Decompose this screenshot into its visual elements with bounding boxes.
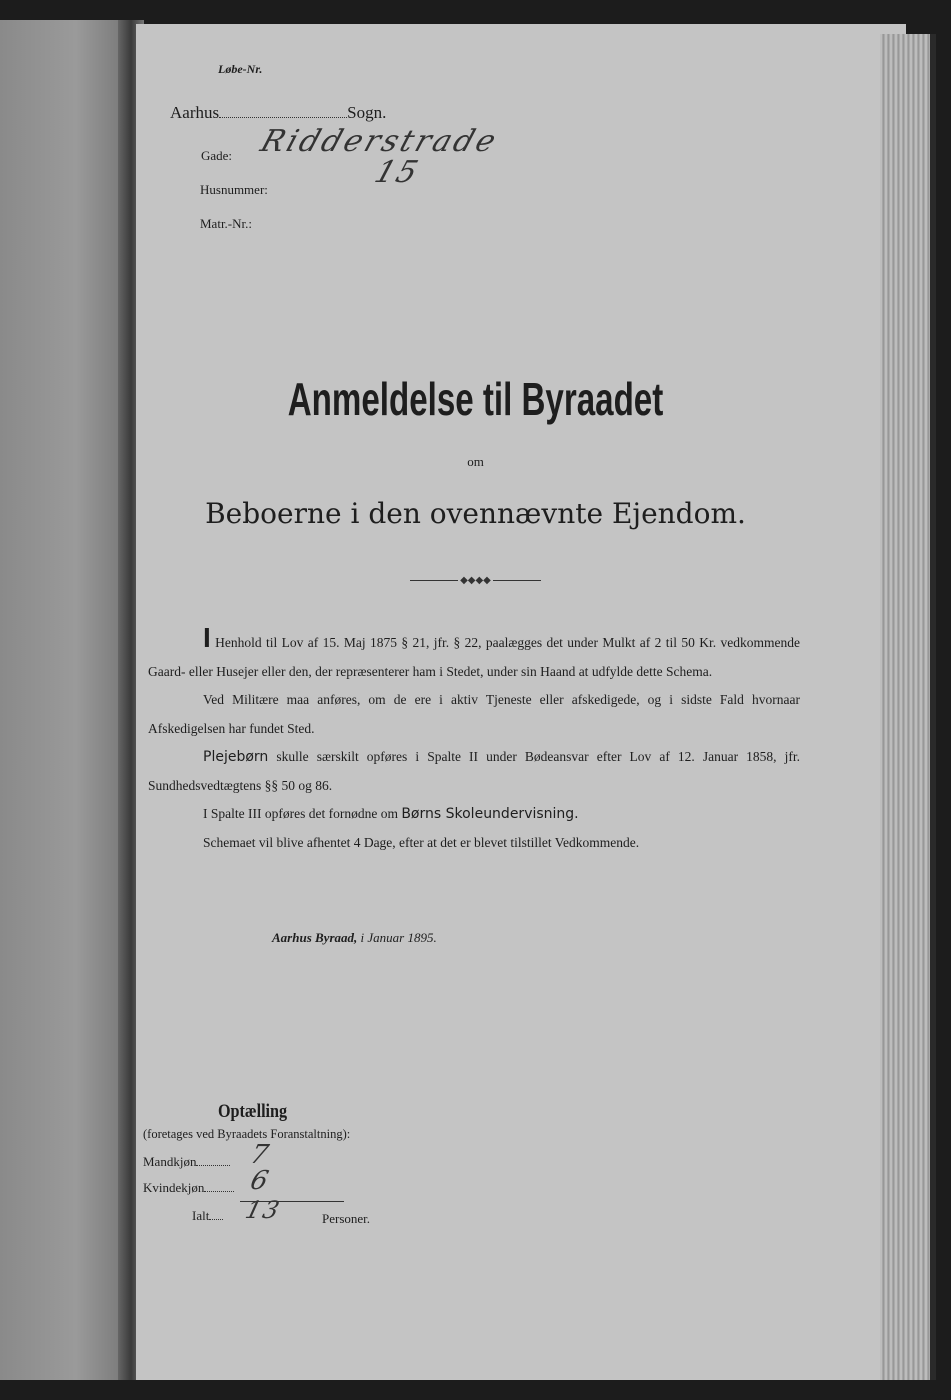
city-label: Aarhus <box>170 103 220 122</box>
signature-org: Aarhus Byraad, <box>272 930 358 945</box>
signature-date: i Januar 1895. <box>360 930 437 945</box>
husnummer-value: 15 <box>370 155 424 190</box>
paragraph-4 <box>148 800 800 829</box>
paragraph-3-text: skulle særskilt opføres i Spalte II under Bødeansvar efter Lov af 12. Januar 1858, jfr. Sundhedsvedtægtens §§ 50 og 86. <box>148 749 801 793</box>
kvindekjon-label: Kvindekjøn <box>143 1180 205 1195</box>
page-subtitle: Beboerne i den ovennævnte Ejendom. <box>205 497 746 530</box>
om-text: om <box>467 454 484 469</box>
instructions-body <box>148 624 800 857</box>
kvindekjon-row <box>143 1180 234 1196</box>
paragraph-4-text: I Spalte III opføres det fornødne om <box>203 806 398 821</box>
gade-label: Gade: <box>201 148 233 163</box>
page-title: Anmeldelse til Byraadet <box>287 373 664 425</box>
kvindekjon-value: 6 <box>247 1166 274 1196</box>
paragraph-5: Schemaet vil blive afhentet 4 Dage, efter at det er blevet tilstillet Vedkommende. <box>203 834 640 850</box>
personer-label: Personer. <box>322 1211 371 1226</box>
mandkjon-dots <box>196 1165 230 1166</box>
ialt-label: Ialt <box>192 1208 210 1223</box>
ialt-value: 13 <box>242 1196 285 1224</box>
mandkjon-row <box>143 1154 230 1170</box>
lobe-nr-label: Løbe-Nr. <box>218 62 263 76</box>
husnummer-label: Husnummer: <box>200 182 268 197</box>
skoleundervisning-emphasis: Børns Skoleundervisning. <box>401 806 579 822</box>
mandkjon-label: Mandkjøn <box>143 1154 197 1169</box>
sogn-dotline <box>219 117 347 118</box>
city-row <box>170 103 386 123</box>
matr-label: Matr.-Nr.: <box>200 216 252 231</box>
ornament-divider: ◆◆◆◆ <box>0 575 951 586</box>
paragraph-1-text: Henhold til Lov af 15. Maj 1875 § 21, jfr. § 22, paalægges det under Mulkt af 2 til 50 Kr. vedkommende Gaard- eller Husejer eller den, der repræsenterer ham i Stedet, under sin Haand at udfylde dette Schema. <box>148 635 800 679</box>
paragraph-1 <box>148 624 800 686</box>
ialt-dots <box>209 1219 223 1220</box>
kvindekjon-dots <box>204 1191 234 1192</box>
gade-value: Ridderstrade <box>256 124 504 159</box>
ialt-row <box>192 1208 223 1224</box>
page-edges <box>880 34 930 1380</box>
mandkjon-value: 7 <box>247 1140 274 1170</box>
signature-line <box>272 930 437 946</box>
plejeborn-emphasis: Plejebørn <box>203 749 269 765</box>
drop-cap: I <box>203 622 211 653</box>
count-subtitle: (foretages ved Byraadets Foranstaltning): <box>143 1127 351 1141</box>
sogn-label: Sogn. <box>347 103 387 122</box>
count-title: Optælling <box>218 1101 288 1122</box>
paragraph-2: Ved Militære maa anføres, om de ere i aktiv Tjeneste eller afskedigede, og i sidste Fald hvornaar Afskedigelsen har fundet Sted. <box>148 692 800 736</box>
paragraph-3 <box>148 743 800 800</box>
